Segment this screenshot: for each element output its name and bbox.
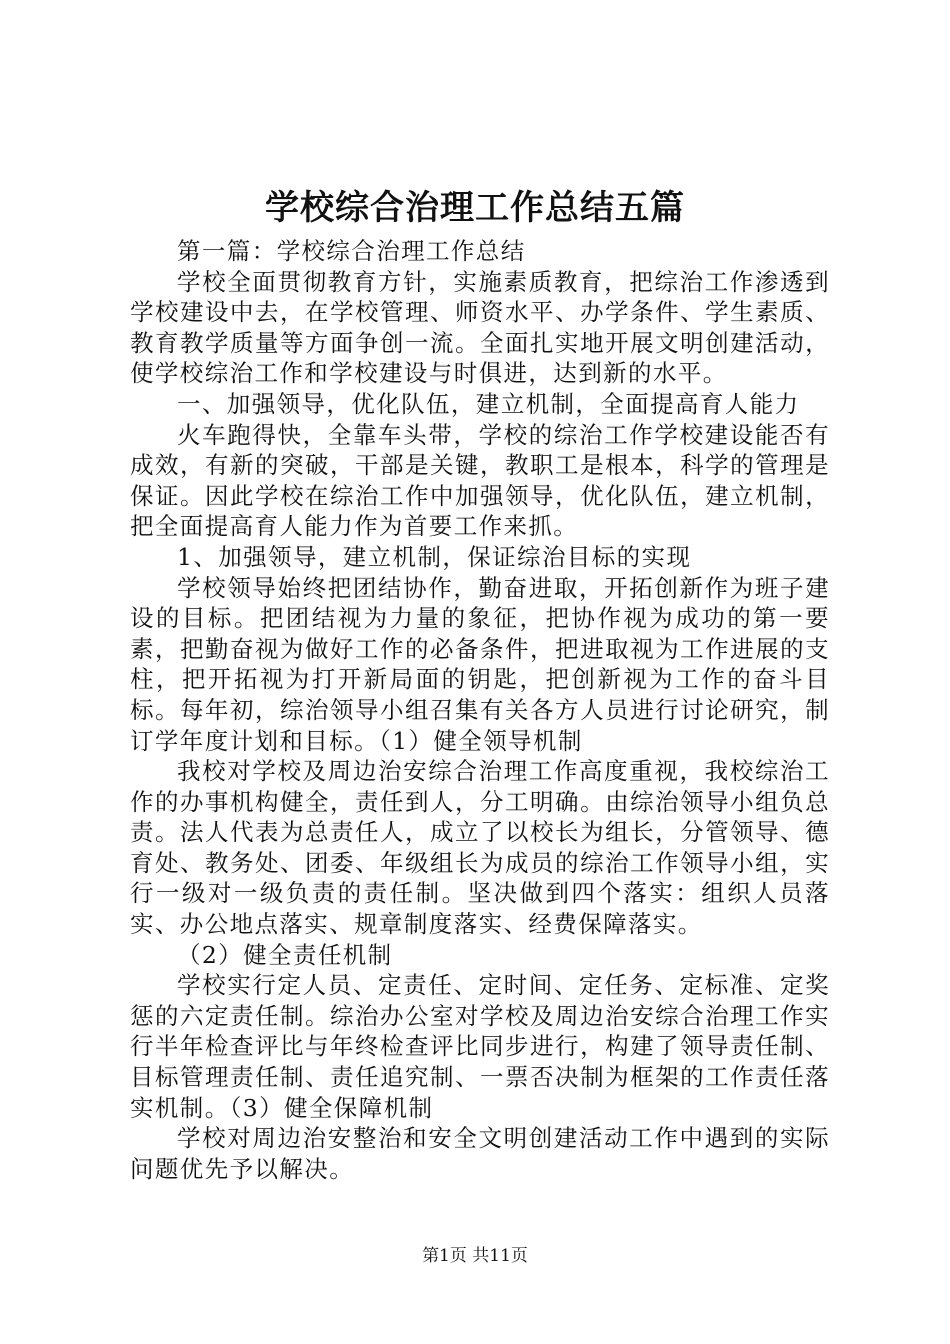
page-footer: 第1页 共11页 bbox=[422, 1246, 528, 1266]
paragraph: 学校全面贯彻教育方针，实施素质教育，把综治工作渗透到学校建设中去，在学校管理、师资水平、办学条件、学生素质、教育教学质量等方面争创一流。全面扎实地开展文明创建活动，使学校综治工作和学校建设与时俱进，达到新的水平。 bbox=[130, 267, 830, 388]
paragraph: 我校对学校及周边治安综合治理工作高度重视，我校综治工作的办事机构健全，责任到人，分工明确。由综治领导小组负总责。法人代表为总责任人，成立了以校长为组长，分管领导、德育处、教务处、团委、年级组长为成员的综治工作领导小组，实行一级对一级负责的责任制。坚决做到四个落实：组织人员落实、办公地点落实、规章制度落实、经费保障落实。 bbox=[130, 757, 830, 939]
paragraph-subheading: 1、加强领导，建立机制，保证综治目标的实现 bbox=[177, 542, 692, 571]
document-title: 学校综合治理工作总结五篇 bbox=[265, 188, 685, 228]
document-body bbox=[130, 236, 830, 1184]
paragraph: 学校领导始终把团结协作，勤奋进取，开拓创新作为班子建设的目标。把团结视为力量的象征，把协作视为成功的第一要素，把勤奋视为做好工作的必备条件，把进取视为工作进展的支柱，把开拓视为打开新局面的钥匙，把创新视为工作的奋斗目标。每年初，综治领导小组召集有关各方人员进行讨论研究，制订学年度计划和目标。（1）健全领导机制 bbox=[130, 573, 830, 755]
paragraph-section-heading: 第一篇：学校综合治理工作总结 bbox=[177, 237, 526, 265]
paragraph-subheading: （2）健全责任机制 bbox=[177, 940, 393, 969]
paragraph: 学校对周边治安整治和安全文明创建活动工作中遇到的实际问题优先予以解决。 bbox=[130, 1124, 830, 1183]
paragraph-subheading: 一、加强领导，优化队伍，建立机制，全面提高育人能力 bbox=[177, 389, 800, 418]
paragraph: 火车跑得快，全靠车头带，学校的综治工作学校建设能否有成效，有新的突破，干部是关键，教职工是根本，科学的管理是保证。因此学校在综治工作中加强领导，优化队伍，建立机制，把全面提高育人能力作为首要工作来抓。 bbox=[130, 420, 830, 541]
paragraph: 学校实行定人员、定责任、定时间、定任务、定标准、定奖惩的六定责任制。综治办公室对学校及周边治安综合治理工作实行半年检查评比与年终检查评比同步进行，构建了领导责任制、目标管理责任制、责任追究制、一票否决制为框架的工作责任落实机制。（3）健全保障机制 bbox=[130, 971, 830, 1122]
